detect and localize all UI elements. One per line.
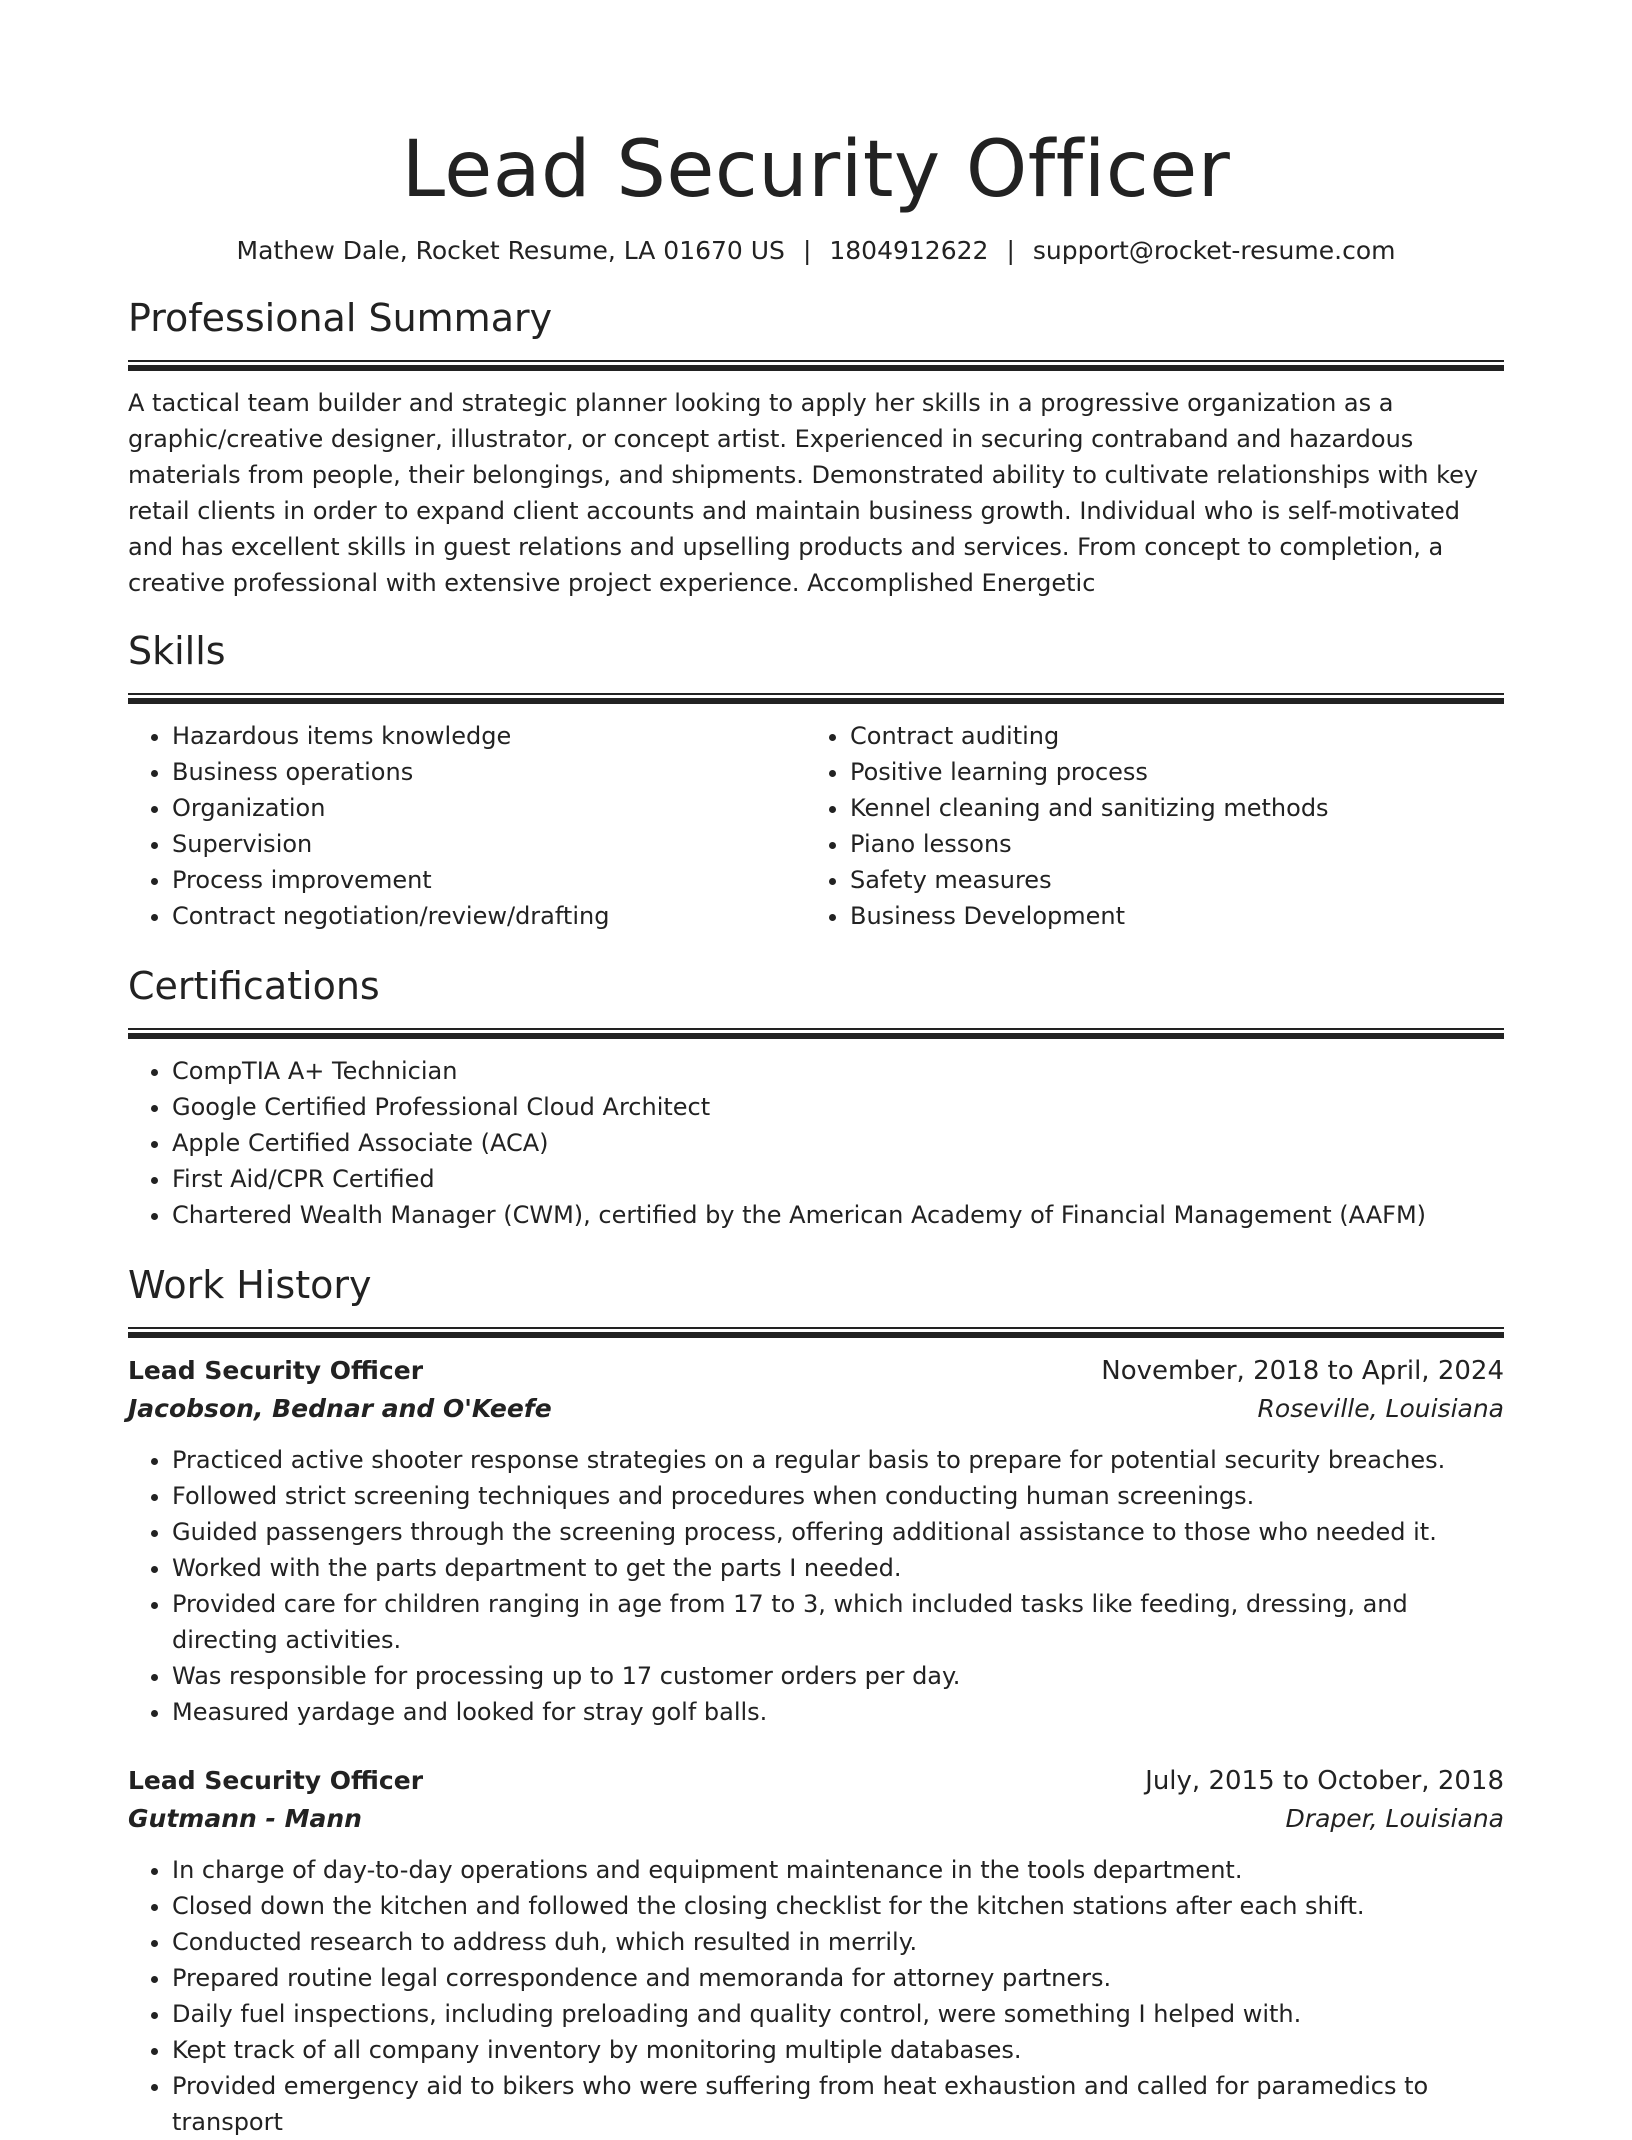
contact-email[interactable]: support@rocket-resume.com (1032, 236, 1396, 265)
job-duty-item: • Guided passengers through the screening process, offering additional assistance to those who needed it. (172, 1514, 1504, 1550)
contact-separator: | (802, 236, 812, 265)
contact-phone: 1804912622 (829, 236, 989, 265)
work-history-section (128, 1261, 1504, 2140)
job-duty-item: • In charge of day-to-day operations and equipment maintenance in the tools department. (172, 1852, 1504, 1888)
skill-item: • Piano lessons (850, 826, 1484, 862)
certification-item: • Google Certified Professional Cloud Architect (172, 1089, 1504, 1125)
job-duty-item: • Conducted research to address duh, which resulted in merrily. (172, 1924, 1504, 1960)
skill-item: • Kennel cleaning and sanitizing methods (850, 790, 1484, 826)
skills-grid (128, 718, 1504, 934)
section-heading: Work History (128, 1263, 372, 1307)
certification-item: • Apple Certified Associate (ACA) (172, 1125, 1504, 1161)
skill-item: • Contract negotiation/review/drafting (172, 898, 806, 934)
skill-item: • Process improvement (172, 862, 806, 898)
job-entry (128, 1762, 1504, 2140)
section-divider (128, 693, 1504, 704)
skill-item: • Business operations (172, 754, 806, 790)
section-divider (128, 360, 1504, 371)
resume-page (128, 0, 1504, 2140)
section-heading: Professional Summary (128, 296, 553, 340)
job-duty-item: • Prepared routine legal correspondence and memoranda for attorney partners. (172, 1960, 1504, 1996)
resume-title: Lead Security Officer (401, 125, 1231, 215)
job-duty-item: • Measured yardage and looked for stray golf balls. (172, 1694, 1504, 1730)
job-duty-item: • Provided care for children ranging in age from 17 to 3, which included tasks like feeding, dressing, and directing activities. (172, 1586, 1504, 1658)
skills-section (128, 627, 1504, 934)
certification-item: • CompTIA A+ Technician (172, 1053, 1504, 1089)
job-location: Roseville, Louisiana (1257, 1394, 1504, 1423)
section-heading: Skills (128, 629, 226, 673)
job-location: Draper, Louisiana (1285, 1804, 1504, 1833)
job-duty-item: • Was responsible for processing up to 17 customer orders per day. (172, 1658, 1504, 1694)
job-duty-item: • Kept track of all company inventory by monitoring multiple databases. (172, 2032, 1504, 2068)
summary-section (128, 294, 1504, 601)
job-header-row (128, 1352, 1504, 1390)
job-header-row (128, 1762, 1504, 1800)
job-duty-item: • Provided emergency aid to bikers who were suffering from heat exhaustion and called for paramedics to transport (172, 2068, 1504, 2140)
job-duty-item: • Followed strict screening techniques and procedures when conducting human screenings. (172, 1478, 1504, 1514)
summary-text: A tactical team builder and strategic planner looking to apply her skills in a progressive organization as a graphic/creative designer, illustrator, or concept artist. Experienced in securing contraband and hazardous materials from people, their belongings, and shipments. Demonstrated ability to cultivate relationships with key retail clients in order to expand client accounts and maintain business growth. Individual who is self-motivated and has excellent skills in guest relations and upselling products and services. From concept to completion, a creative professional with extensive project experience. Accomplished Energetic (128, 389, 1479, 597)
job-duty-item: • Daily fuel inspections, including preloading and quality control, were something I helped with. (172, 1996, 1504, 2032)
job-duty-item: • Worked with the parts department to get the parts I needed. (172, 1550, 1504, 1586)
job-company-row (128, 1390, 1504, 1428)
skill-item: • Safety measures (850, 862, 1484, 898)
job-dates: November, 2018 to April, 2024 (1101, 1356, 1504, 1386)
job-entry (128, 1352, 1504, 1730)
job-dates: July, 2015 to October, 2018 (1145, 1766, 1504, 1796)
section-divider (128, 1028, 1504, 1039)
skill-item: • Business Development (850, 898, 1484, 934)
section-heading: Certifications (128, 964, 380, 1008)
contact-line (128, 234, 1504, 268)
certification-item: • First Aid/CPR Certified (172, 1161, 1504, 1197)
contact-separator: | (1006, 236, 1015, 265)
skills-column-left (128, 718, 806, 934)
job-company: Jacobson, Bednar and O'Keefe (128, 1394, 552, 1423)
job-title: Lead Security Officer (128, 1356, 424, 1385)
job-duty-item: • Practiced active shooter response strategies on a regular basis to prepare for potential security breaches. (172, 1442, 1504, 1478)
skill-item: • Positive learning process (850, 754, 1484, 790)
job-company-row (128, 1800, 1504, 1838)
skill-item: • Hazardous items knowledge (172, 718, 806, 754)
skill-item: • Contract auditing (850, 718, 1484, 754)
job-company: Gutmann - Mann (128, 1804, 362, 1833)
skill-item: • Organization (172, 790, 806, 826)
section-divider (128, 1327, 1504, 1338)
job-title: Lead Security Officer (128, 1766, 424, 1795)
contact-address: Mathew Dale, Rocket Resume, LA 01670 US (236, 236, 785, 265)
skills-column-right (806, 718, 1484, 934)
certification-item: • Chartered Wealth Manager (CWM), certified by the American Academy of Financial Management (AAFM) (172, 1197, 1504, 1233)
certifications-section (128, 962, 1504, 1233)
job-duty-item: • Closed down the kitchen and followed the closing checklist for the kitchen stations after each shift. (172, 1888, 1504, 1924)
skill-item: • Supervision (172, 826, 806, 862)
